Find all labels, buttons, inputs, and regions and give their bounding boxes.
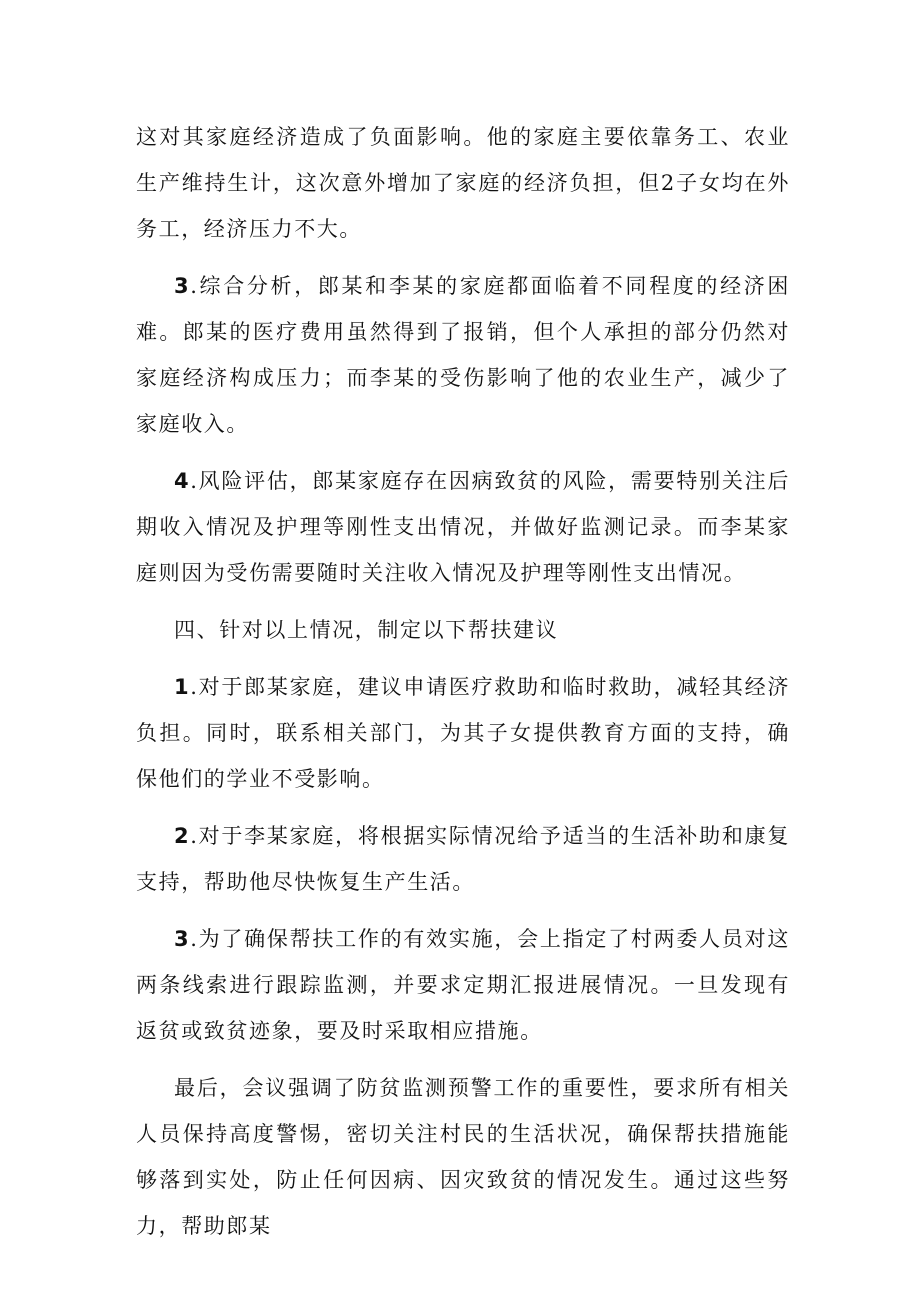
paragraph-continuation <box>136 114 790 252</box>
recommendation-item <box>136 813 790 905</box>
paragraph-text: .综合分析，郎某和李某的家庭都面临着不同程度的经济困难。郎某的医疗费用虽然得到了报销，但个人承担的部分仍然对家庭经济构成压力；而李某的受伤影响了他的农业生产，减少了家庭收入。 <box>136 274 790 436</box>
section-heading: 四、针对以上情况，制定以下帮扶建议 <box>174 618 559 642</box>
item-number: 4 <box>174 469 191 493</box>
item-number: 1 <box>174 675 191 699</box>
paragraph-risk-assessment <box>136 458 790 596</box>
closing-paragraph: 最后，会议强调了防贫监测预警工作的重要性，要求所有相关人员保持高度警惕，密切关注村民的生活状况，确保帮扶措施能够落到实处，防止任何因病、因灾致贫的情况发生。通过这些努力，帮助郎某 <box>136 1076 790 1238</box>
document-body <box>136 114 790 1260</box>
paragraph-text: 这对其家庭经济造成了负面影响。他的家庭主要依靠务工、农业生产维持生计，这次意外增加了家庭的经济负担，但2子女均在外务工，经济压力不大。 <box>136 125 790 241</box>
recommendation-text: .为了确保帮扶工作的有效实施，会上指定了村两委人员对这两条线索进行跟踪监测，并要求定期汇报进展情况。一旦发现有返贫或致贫迹象，要及时采取相应措施。 <box>136 927 790 1043</box>
recommendation-item <box>136 664 790 802</box>
paragraph-analysis <box>136 263 790 447</box>
item-number: 3 <box>174 927 191 951</box>
paragraph-text: .风险评估，郎某家庭存在因病致贫的风险，需要特别关注后期收入情况及护理等刚性支出情况，并做好监测记录。而李某家庭则因为受伤需要随时关注收入情况及护理等刚性支出情况。 <box>136 469 790 585</box>
recommendation-item <box>136 916 790 1054</box>
recommendation-text: .对于郎某家庭，建议申请医疗救助和临时救助，减轻其经济负担。同时，联系相关部门，为其子女提供教育方面的支持，确保他们的学业不受影响。 <box>136 675 790 791</box>
recommendation-text: .对于李某家庭，将根据实际情况给予适当的生活补助和康复支持，帮助他尽快恢复生产生活。 <box>136 824 790 894</box>
item-number: 3 <box>174 274 191 298</box>
item-number: 2 <box>174 824 191 848</box>
